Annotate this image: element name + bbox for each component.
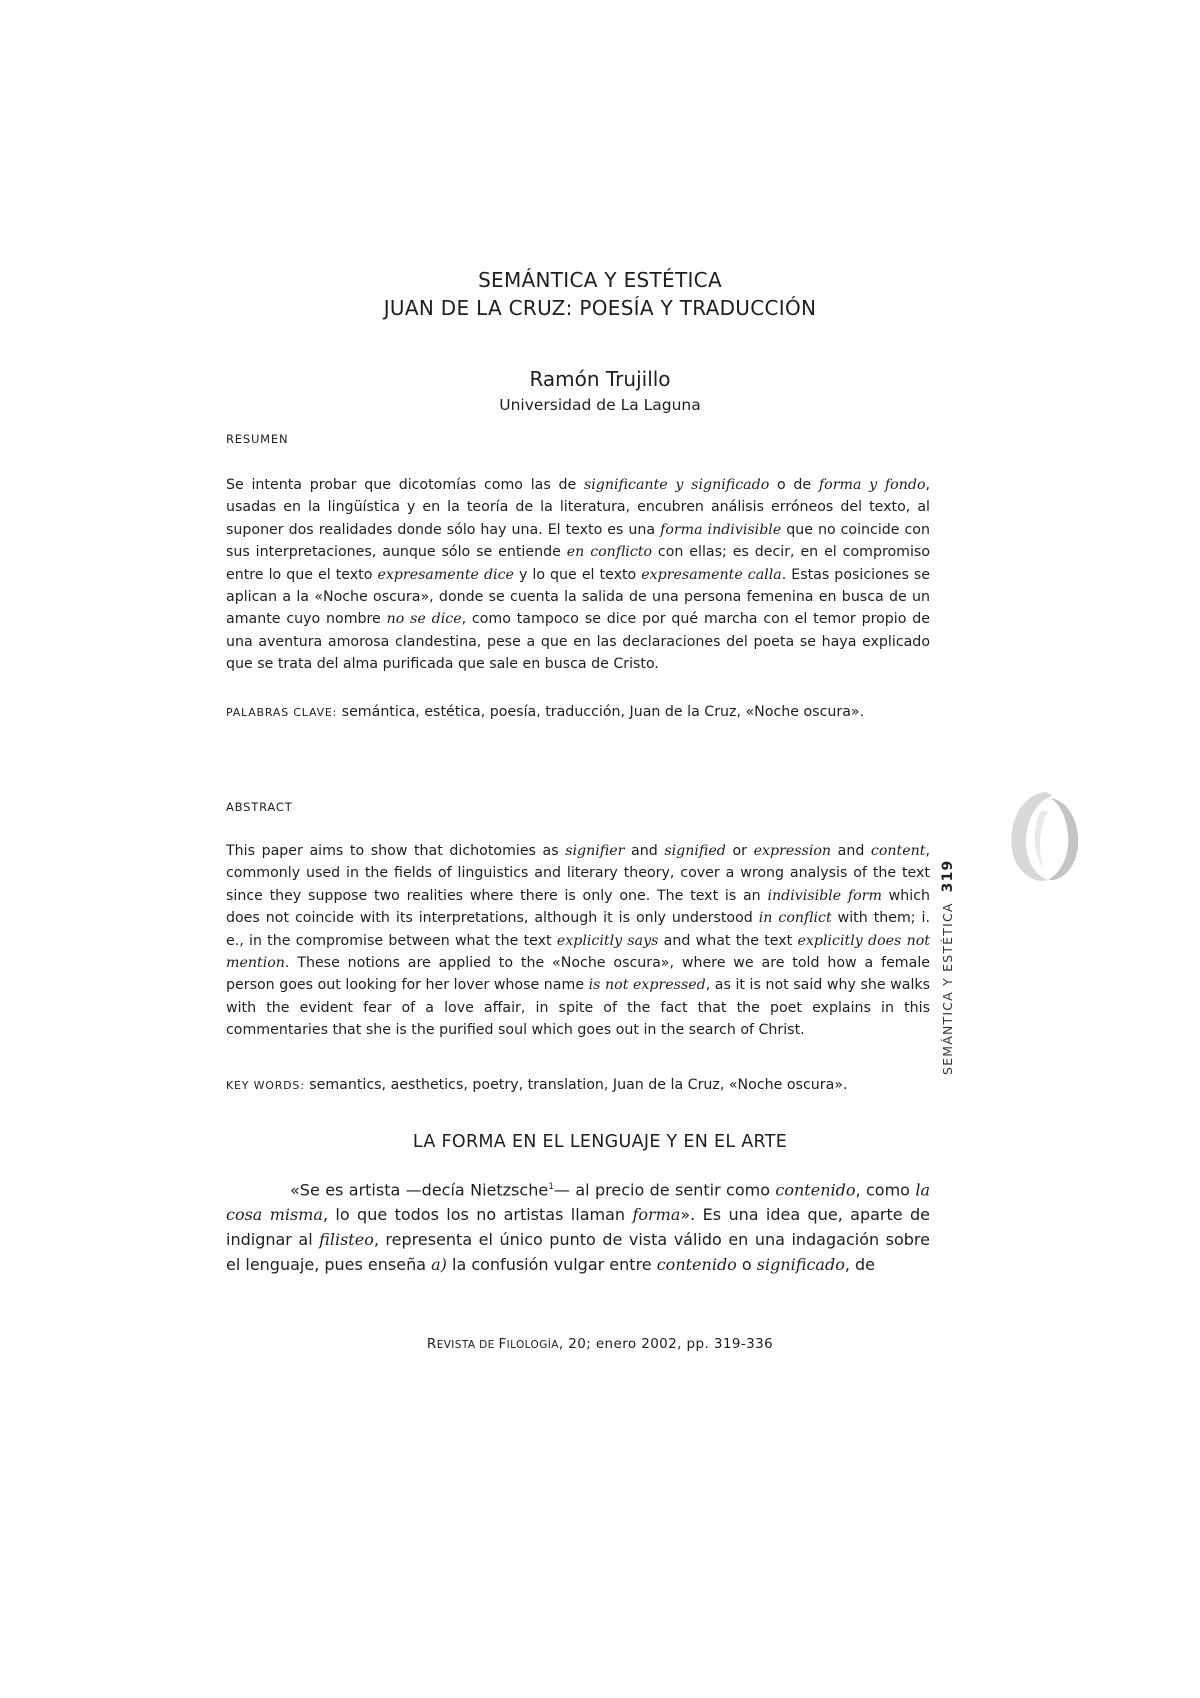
section-heading: LA FORMA EN EL LENGUAJE Y EN EL ARTE [412,1132,788,1152]
palabras-clave-label: PALABRAS CLAVE: [226,706,338,719]
key-words [226,1074,946,1097]
abstract-paragraph: This paper aims to show that dichotomies as signifier and signified or expression and content, commonly used in the fields of linguistics and literary theory, cover a wrong analysis of the text since they suppose two realities where there is only one. The text is an indivisible form which does not coincide with its interpretations, although it is only understood in conflict with them; i. e., in the compromise between what the text explicitly says and what the text explicitly does not mention. These notions are applied to the «Noche oscura», where we are told how a female person goes out looking for her lover whose name is not expressed, as it is not said why she walks with the evident fear of a love affair, in spite of the fact that the poet explains in this commentaries that she is the purified soul which goes out in the search of Christ. [226,843,930,1039]
title-line-1: SEMÁNTICA Y ESTÉTICA [478,268,722,292]
abstract-label: ABSTRACT [226,800,293,814]
journal-logo-icon [1002,784,1084,888]
author-affiliation: Universidad de La Laguna [499,396,701,414]
article-title [0,266,1200,322]
author-name: Ramón Trujillo [529,367,671,391]
running-head [940,860,956,1076]
footnote-marker: 1 [548,1182,554,1192]
journal-footer: REVISTA DE FILOLOGÍA, 20; enero 2002, pp. 319-336 [426,1336,774,1352]
resumen-label: RESUMEN [226,432,289,446]
body-paragraph: «Se es artista —decía Nietzsche$^1$— al precio de sentir como contenido, como la cosa misma, lo que todos los no artistas llaman forma». Es una idea que, aparte de indignar al filisteo, representa el único punto de vista válido en una indagación sobre el lenguaje, pues enseña a) la confusión vulgar entre contenido o significado, de [226,1180,931,1275]
page-number: 319 [940,859,956,893]
title-line-2: JUAN DE LA CRUZ: POESÍA Y TRADUCCIÓN [383,296,817,320]
palabras-clave [226,701,946,724]
key-words-text: semantics, aesthetics, poetry, translation, Juan de la Cruz, «Noche oscura». [304,1077,848,1093]
key-words-label: KEY WORDS: [226,1079,305,1092]
running-head-title: SEMÁNTICA Y ESTÉTICA [940,902,955,1075]
palabras-clave-text: semántica, estética, poesía, traducción, Juan de la Cruz, «Noche oscura». [337,704,865,720]
resumen-paragraph: Se intenta probar que dicotomías como las de significante y significado o de forma y fondo, usadas en la lingüística y en la teoría de la literatura, encubren análisis erróneos del texto, al suponer dos realidades donde sólo hay una. El texto es una forma indivisible que no coincide con sus interpretaciones, aunque sólo se entiende en conflicto con ellas; es decir, en el compromiso entre lo que el texto expresamente dice y lo que el texto expresamente calla. Estas posiciones se aplican a la «Noche oscura», donde se cuenta la salida de una persona femenina en busca de un amante cuyo nombre no se dice, como tampoco se dice por qué marcha con el temor propio de una aventura amorosa clandestina, pese a que en las declaraciones del poeta se haya explicado que se trata del alma purificada que sale en busca de Cristo. [226,477,931,673]
